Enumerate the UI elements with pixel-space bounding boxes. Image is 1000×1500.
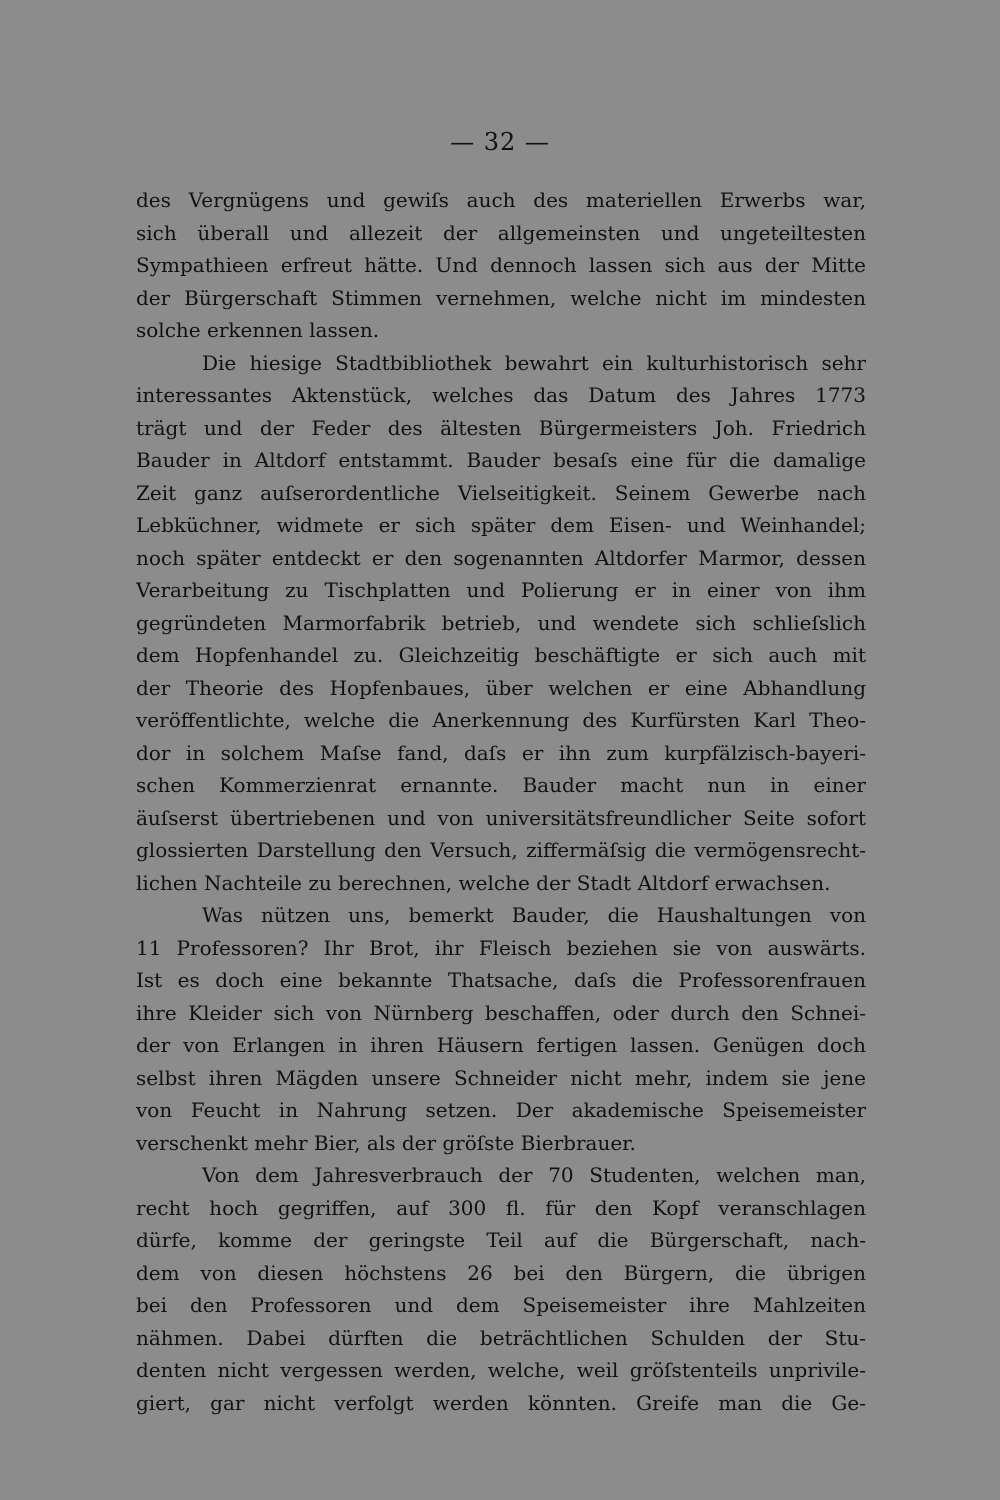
text-line: sich überall und allezeit der allgemeinsten und ungeteiltesten <box>136 220 866 245</box>
text-line: denten nicht vergessen werden, welche, weil gröſstenteils unprivile- <box>136 1358 866 1382</box>
text-line: dürfe, komme der geringste Teil auf die Bürgerschaft, nach- <box>136 1228 866 1252</box>
text-line: des Vergnügens und gewiſs auch des materiellen Erwerbs war, <box>136 188 866 212</box>
text-line: dem von diesen höchstens 26 bei den Bürgern, die übrigen <box>136 1260 866 1285</box>
text-line: glossierten Darstellung den Versuch, ziffermäſsig die vermögensrecht- <box>136 838 866 862</box>
text-line: Lebküchner, widmete er sich später dem Eisen- und Weinhandel; <box>136 513 866 537</box>
text-line: 11 Professoren? Ihr Brot, ihr Fleisch beziehen sie von auswärts. <box>136 935 866 960</box>
text-line: der Theorie des Hopfenbaues, über welchen er eine Abhandlung <box>136 675 866 700</box>
text-line: giert, gar nicht verfolgt werden könnten. Greife man die Ge- <box>136 1390 866 1415</box>
text-line: Was nützen uns, bemerkt Bauder, die Haushaltungen von <box>202 903 866 927</box>
text-line: recht hoch gegriffen, auf 300 fl. für den Kopf veranschlagen <box>136 1195 866 1220</box>
text-line: noch später entdeckt er den sogenannten Altdorfer Marmor, dessen <box>136 545 866 570</box>
text-line: bei den Professoren und dem Speisemeister ihre Mahlzeiten <box>136 1293 866 1317</box>
text-line: der von Erlangen in ihren Häusern fertigen lassen. Genügen doch <box>136 1033 866 1057</box>
text-line: schen Kommerzienrat ernannte. Bauder macht nun in einer <box>136 773 866 797</box>
text-line: interessantes Aktenstück, welches das Datum des Jahres 1773 <box>136 383 866 407</box>
text-line: Von dem Jahresverbrauch der 70 Studenten, welchen man, <box>202 1163 866 1187</box>
text-line: Verarbeitung zu Tischplatten und Polierung er in einer von ihm <box>136 578 866 602</box>
text-line: solche erkennen lassen. <box>136 318 380 342</box>
page-number: — 32 — <box>450 128 550 156</box>
text-line: trägt und der Feder des ältesten Bürgermeisters Joh. Friedrich <box>136 415 866 440</box>
text-line: von Feucht in Nahrung setzen. Der akademische Speisemeister <box>136 1098 866 1122</box>
text-line: dor in solchem Maſse fand, daſs er ihn zum kurpfälzisch-bayeri- <box>136 740 866 765</box>
text-line: lichen Nachteile zu berechnen, welche der Stadt Altdorf erwachsen. <box>136 870 831 895</box>
text-line: veröffentlichte, welche die Anerkennung des Kurfürsten Karl Theo- <box>136 708 866 732</box>
text-line: gegründeten Marmorfabrik betrieb, und wendete sich schlieſslich <box>136 610 866 635</box>
text-line: Zeit ganz auſserordentliche Vielseitigkeit. Seinem Gewerbe nach <box>136 480 866 505</box>
text-line: der Bürgerschaft Stimmen vernehmen, welche nicht im mindesten <box>136 285 866 310</box>
text-line: Sympathieen erfreut hätte. Und dennoch lassen sich aus der Mitte <box>136 253 866 277</box>
text-line: ihre Kleider sich von Nürnberg beschaffen, oder durch den Schnei- <box>136 1000 866 1025</box>
body-text <box>136 184 866 1419</box>
text-line: selbst ihren Mägden unsere Schneider nicht mehr, indem sie jene <box>136 1065 866 1090</box>
text-line: äuſserst übertriebenen und von universitätsfreundlicher Seite sofort <box>136 805 866 830</box>
text-line: Ist es doch eine bekannte Thatsache, daſs die Professorenfrauen <box>136 968 866 992</box>
text-line: Bauder in Altdorf entstammt. Bauder besaſs eine für die damalige <box>136 448 866 472</box>
text-line: Die hiesige Stadtbibliothek bewahrt ein kulturhistorisch sehr <box>202 350 866 375</box>
text-line: nähmen. Dabei dürften die beträchtlichen Schulden der Stu- <box>136 1325 866 1350</box>
text-line: verschenkt mehr Bier, als der gröſste Bierbrauer. <box>136 1130 636 1155</box>
text-line: dem Hopfenhandel zu. Gleichzeitig beschäftigte er sich auch mit <box>136 643 866 667</box>
